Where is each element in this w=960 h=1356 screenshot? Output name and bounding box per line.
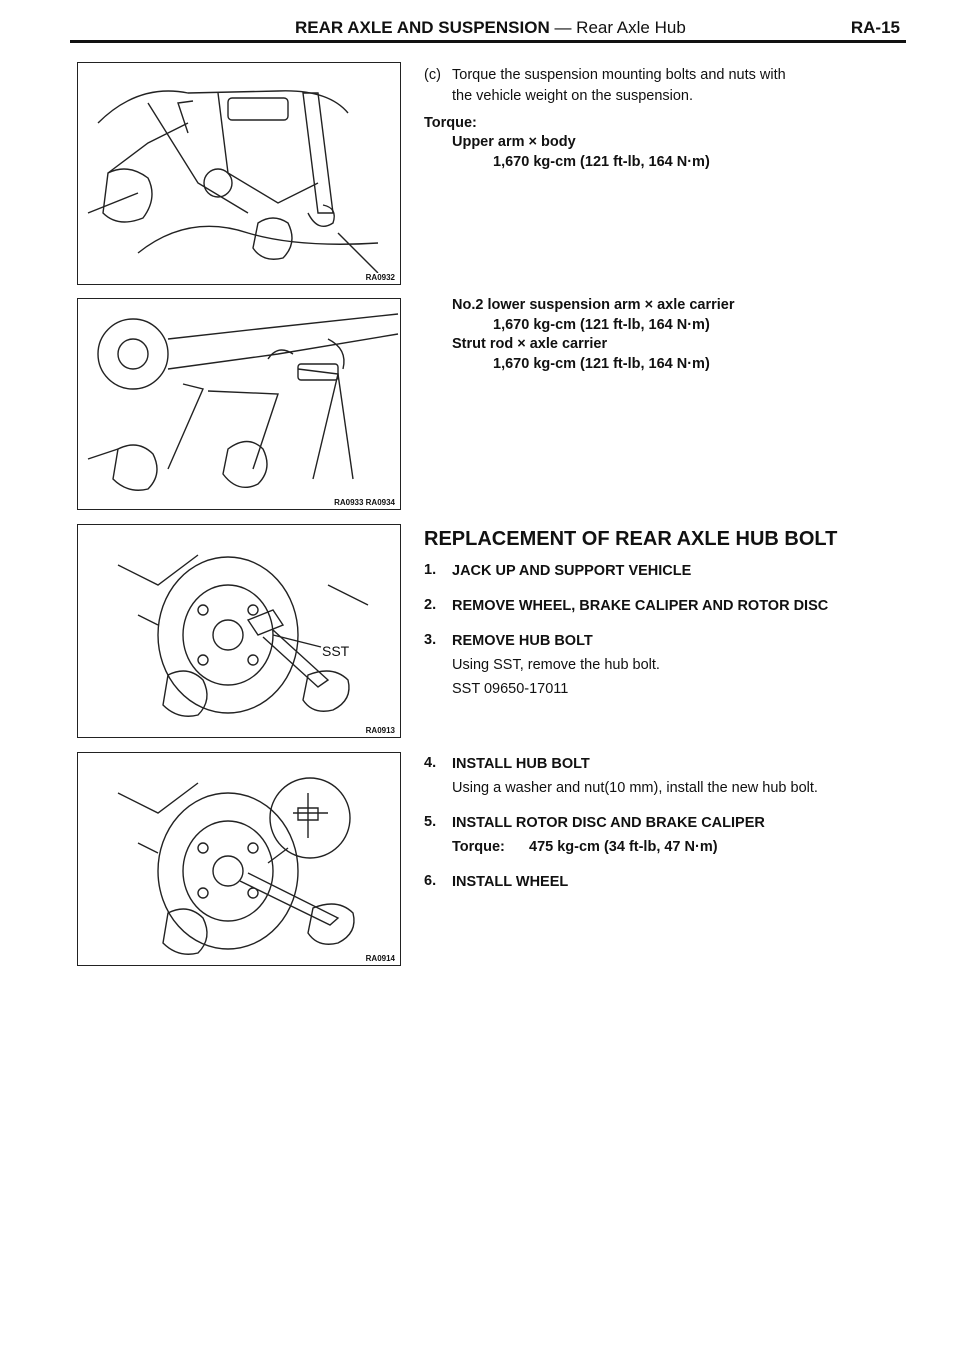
figure-lower-arm-strut-torque [77,298,401,510]
page-header [70,16,906,40]
torque-item-name: No.2 lower suspension arm × axle carrier [452,297,735,313]
torque-item-name: Upper arm × body [452,134,576,150]
step-title: INSTALL WHEEL [452,874,569,890]
step-number: 3. [424,632,437,648]
header-rule [70,40,906,43]
step-letter-c: (c) [424,67,441,83]
step-number: 5. [424,814,437,830]
illustration-install-hub-bolt [78,753,400,965]
figure-code: RA0933 RA0934 [334,498,395,507]
torque-item-name: Strut rod × axle carrier [452,336,608,352]
step-title: REMOVE WHEEL, BRAKE CALIPER AND ROTOR DISC [452,598,829,614]
torque-item-value: 1,670 kg-cm (121 ft-lb, 164 N·m) [493,154,710,170]
section-title: REPLACEMENT OF REAR AXLE HUB BOLT [424,528,838,550]
step-sst: SST 09650-17011 [452,681,569,697]
torque-intro-line2: the vehicle weight on the suspension. [452,88,694,104]
step-title: INSTALL HUB BOLT [452,756,590,772]
header-title [295,18,686,38]
figure-code: RA0914 [365,954,395,963]
step-number: 6. [424,873,437,889]
step-body: Using SST, remove the hub bolt. [452,657,660,673]
step-number: 2. [424,597,437,613]
figure-code: RA0913 [365,726,395,735]
figure-code: RA0932 [365,273,395,282]
header-title-bold: REAR AXLE AND SUSPENSION [295,18,550,37]
torque-item-value: 1,670 kg-cm (121 ft-lb, 164 N·m) [493,317,710,333]
figure-install-hub-bolt [77,752,401,966]
torque-intro-line1: Torque the suspension mounting bolts and nuts with [452,67,786,83]
step-body: Using a washer and nut(10 mm), install the new hub bolt. [452,780,818,796]
step-number: 1. [424,562,437,578]
page-number: RA-15 [850,18,900,37]
header-title-rest: — Rear Axle Hub [549,18,686,37]
step-torque-value: 475 kg-cm (34 ft-lb, 47 N·m) [529,839,718,855]
illustration-lower-arm [78,299,400,509]
step-title: REMOVE HUB BOLT [452,633,593,649]
figure-remove-hub-bolt [77,524,401,738]
illustration-upper-arm [78,63,400,284]
step-number: 4. [424,755,437,771]
illustration-remove-hub-bolt [78,525,400,737]
sst-callout-label: SST [322,643,350,659]
step-torque-label: Torque: [452,839,505,855]
step-title: INSTALL ROTOR DISC AND BRAKE CALIPER [452,815,765,831]
torque-label: Torque: [424,115,477,131]
figure-upper-arm-torque [77,62,401,285]
step-title: JACK UP AND SUPPORT VEHICLE [452,563,692,579]
torque-item-value: 1,670 kg-cm (121 ft-lb, 164 N·m) [493,356,710,372]
